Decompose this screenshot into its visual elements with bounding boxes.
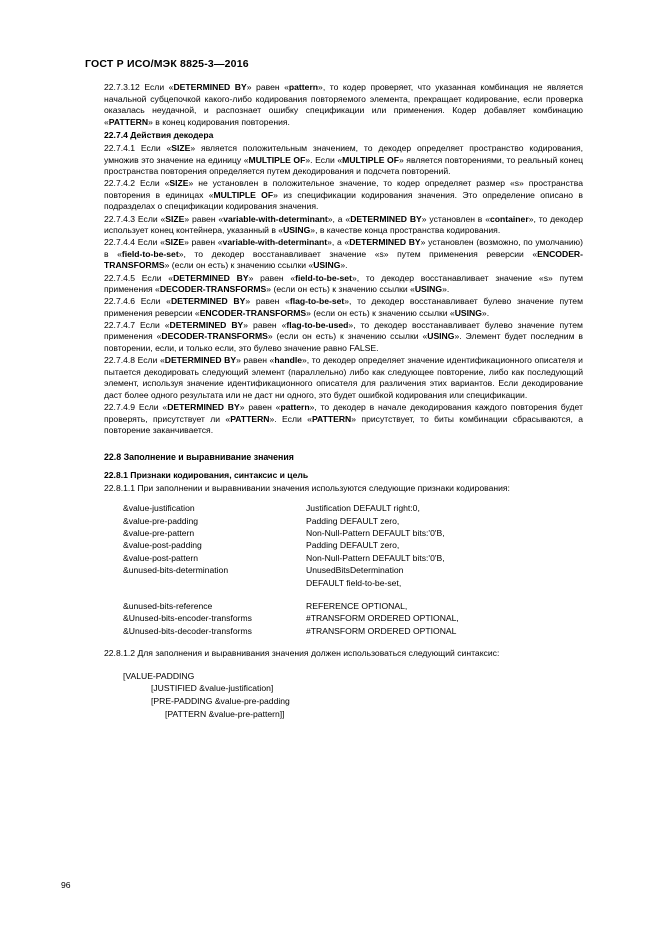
table-row bbox=[123, 600, 583, 612]
property-value: #TRANSFORM ORDERED OPTIONAL, bbox=[306, 613, 459, 624]
property-value: Justification DEFAULT right:0, bbox=[306, 503, 420, 514]
page-number: 96 bbox=[61, 880, 71, 890]
property-value: Padding DEFAULT zero, bbox=[306, 540, 400, 551]
syntax-block bbox=[85, 670, 583, 720]
property-value: DEFAULT field-to-be-set, bbox=[306, 577, 402, 588]
page-header: ГОСТ Р ИСО/МЭК 8825-3—2016 bbox=[85, 58, 249, 70]
table-row bbox=[123, 539, 583, 551]
property-name bbox=[123, 577, 306, 589]
table-row bbox=[123, 564, 583, 576]
paragraph-22-7-4-8: 22.7.4.8 Если «DETERMINED BY» равен «handle», то декодер определяет значение идентификационного описателя и пытается декодировать следующий элемент (параллельно) либо как следующее повторение, либо как последующий элемент, используя значение идентификационного описателя для различения этих вариантов. Если декодирование даст более одного результата или не даст ни одного, это будет ошибкой кодирования или спецификации. bbox=[104, 355, 583, 400]
property-value: Non-Null-Pattern DEFAULT bits:'0'B, bbox=[306, 552, 445, 563]
property-name: &value-justification bbox=[123, 503, 195, 514]
paragraph-22-7-4-5: 22.7.4.5 Если «DETERMINED BY» равен «field-to-be-set», то декодер восстанавливает значение «s» путем применения «DECODER-TRANSFORMS» (если он есть) к значению ссылки «USING». bbox=[104, 272, 583, 295]
paragraph-22-7-4-6: 22.7.4.6 Если «DETERMINED BY» равен «flag-to-be-set», то декодер восстанавливает булево значение путем применения реверсии «ENCODER-TRANSFORMS» (если он есть) к значению ссылки «USING». bbox=[104, 296, 583, 318]
encoding-properties-table bbox=[85, 502, 583, 637]
paragraph-22-7-3-12: 22.7.3.12 Если «DETERMINED BY» равен «pattern», то кодер проверяет, что указанная комбинация не является начальной субцепочкой какого-либо кодирования повторяемого элемента, прекращает кодирование, если проверка оказалась неудачной, и распознает ошибку спецификации или применения. Кодер добавляет комбинацию «PATTERN» в конец кодирования повторения. bbox=[104, 82, 583, 127]
property-name: &value-post-padding bbox=[123, 540, 202, 551]
table-row bbox=[123, 515, 583, 527]
table-row bbox=[123, 552, 583, 564]
property-value: #TRANSFORM ORDERED OPTIONAL bbox=[306, 625, 457, 636]
paragraph-22-7-4-2: 22.7.4.2 Если «SIZE» не установлен в положительное значение, то кодер определяет размер «s» пространства повторения в единицах «MULTIPLE OF» из спецификации кодирования значения. Это определение описано в подразделах о спецификации кодирования значения. bbox=[104, 178, 583, 212]
syntax-line: [JUSTIFIED &value-justification] bbox=[151, 683, 274, 694]
property-name: &Unused-bits-decoder-transforms bbox=[123, 625, 252, 636]
property-name: &value-pre-pattern bbox=[123, 527, 195, 538]
property-value: Non-Null-Pattern DEFAULT bits:'0'B, bbox=[306, 527, 445, 538]
property-name: &unused-bits-reference bbox=[123, 600, 213, 611]
heading-22-8-1: 22.8.1 Признаки кодирования, синтаксис и цель bbox=[104, 469, 309, 480]
property-name: &unused-bits-determination bbox=[123, 565, 229, 576]
paragraph-22-7-4-1: 22.7.4.1 Если «SIZE» является положительным значением, то декодер определяет пространство кодирования, умножив это значение на единицу «MULTIPLE OF». Если «MULTIPLE OF» является повторениями, то реальный конец пространства повторения определяется путем декодирования и подсчета повторений. bbox=[104, 142, 583, 177]
paragraph-22-7-4-3: 22.7.4.3 Если «SIZE» равен «variable-with-determinant», а «DETERMINED BY» установлен в «container», то декодер использует конец контейнера, указанный в «USING», в качестве конца пространства кодирования. bbox=[104, 213, 583, 236]
property-name: &Unused-bits-encoder-transforms bbox=[123, 613, 252, 624]
property-value: Padding DEFAULT zero, bbox=[306, 515, 400, 526]
syntax-line: [PRE-PADDING &value-pre-padding bbox=[151, 695, 290, 706]
property-name: &value-pre-padding bbox=[123, 515, 199, 526]
property-value: REFERENCE OPTIONAL, bbox=[306, 600, 408, 611]
property-name: &value-post-pattern bbox=[123, 552, 198, 563]
heading-22-7-4: 22.7.4 Действия декодера bbox=[104, 130, 214, 141]
table-row bbox=[123, 527, 583, 539]
table-row bbox=[123, 625, 583, 637]
property-value: UnusedBitsDetermination bbox=[306, 565, 404, 576]
paragraph-22-8-1-2: 22.8.1.2 Для заполнения и выравнивания значения должен использоваться следующий синтаксис: bbox=[104, 648, 500, 659]
syntax-line: [VALUE-PADDING bbox=[123, 670, 195, 681]
heading-22-8: 22.8 Заполнение и выравнивание значения bbox=[104, 452, 294, 463]
paragraph-22-7-4-4: 22.7.4.4 Если «SIZE» равен «variable-with-determinant», а «DETERMINED BY» установлен (возможно, по умолчанию) в «field-to-be-set», то декодер восстанавливает значение «s» путем применения реверсии «ENCODER-TRANSFORMS» (если он есть) к значению ссылки «USING». bbox=[104, 237, 583, 271]
table-row bbox=[123, 577, 583, 589]
table-row bbox=[123, 502, 583, 514]
table-row bbox=[123, 612, 583, 624]
paragraph-22-7-4-7: 22.7.4.7 Если «DETERMINED BY» равен «flag-to-be-used», то декодер восстанавливает булево значение путем применения «DECODER-TRANSFORMS» (если он есть) к значению ссылки «USING». Элемент будет последним в повторении, если, и только если, это булево значение равно FALSE. bbox=[104, 319, 583, 354]
syntax-line: [PATTERN &value-pre-pattern]] bbox=[165, 708, 285, 719]
paragraph-22-8-1-1: 22.8.1.1 При заполнении и выравнивании значения используются следующие признаки кодирования: bbox=[104, 482, 510, 493]
paragraph-22-7-4-9: 22.7.4.9 Если «DETERMINED BY» равен «pattern», то декодер в начале декодирования каждого повторения будет проверять, присутствует ли «PATTERN». Если «PATTERN» присутствует, то биты комбинации сбрасываются, а повторение заканчивается. bbox=[104, 402, 583, 436]
page-content bbox=[85, 82, 583, 720]
